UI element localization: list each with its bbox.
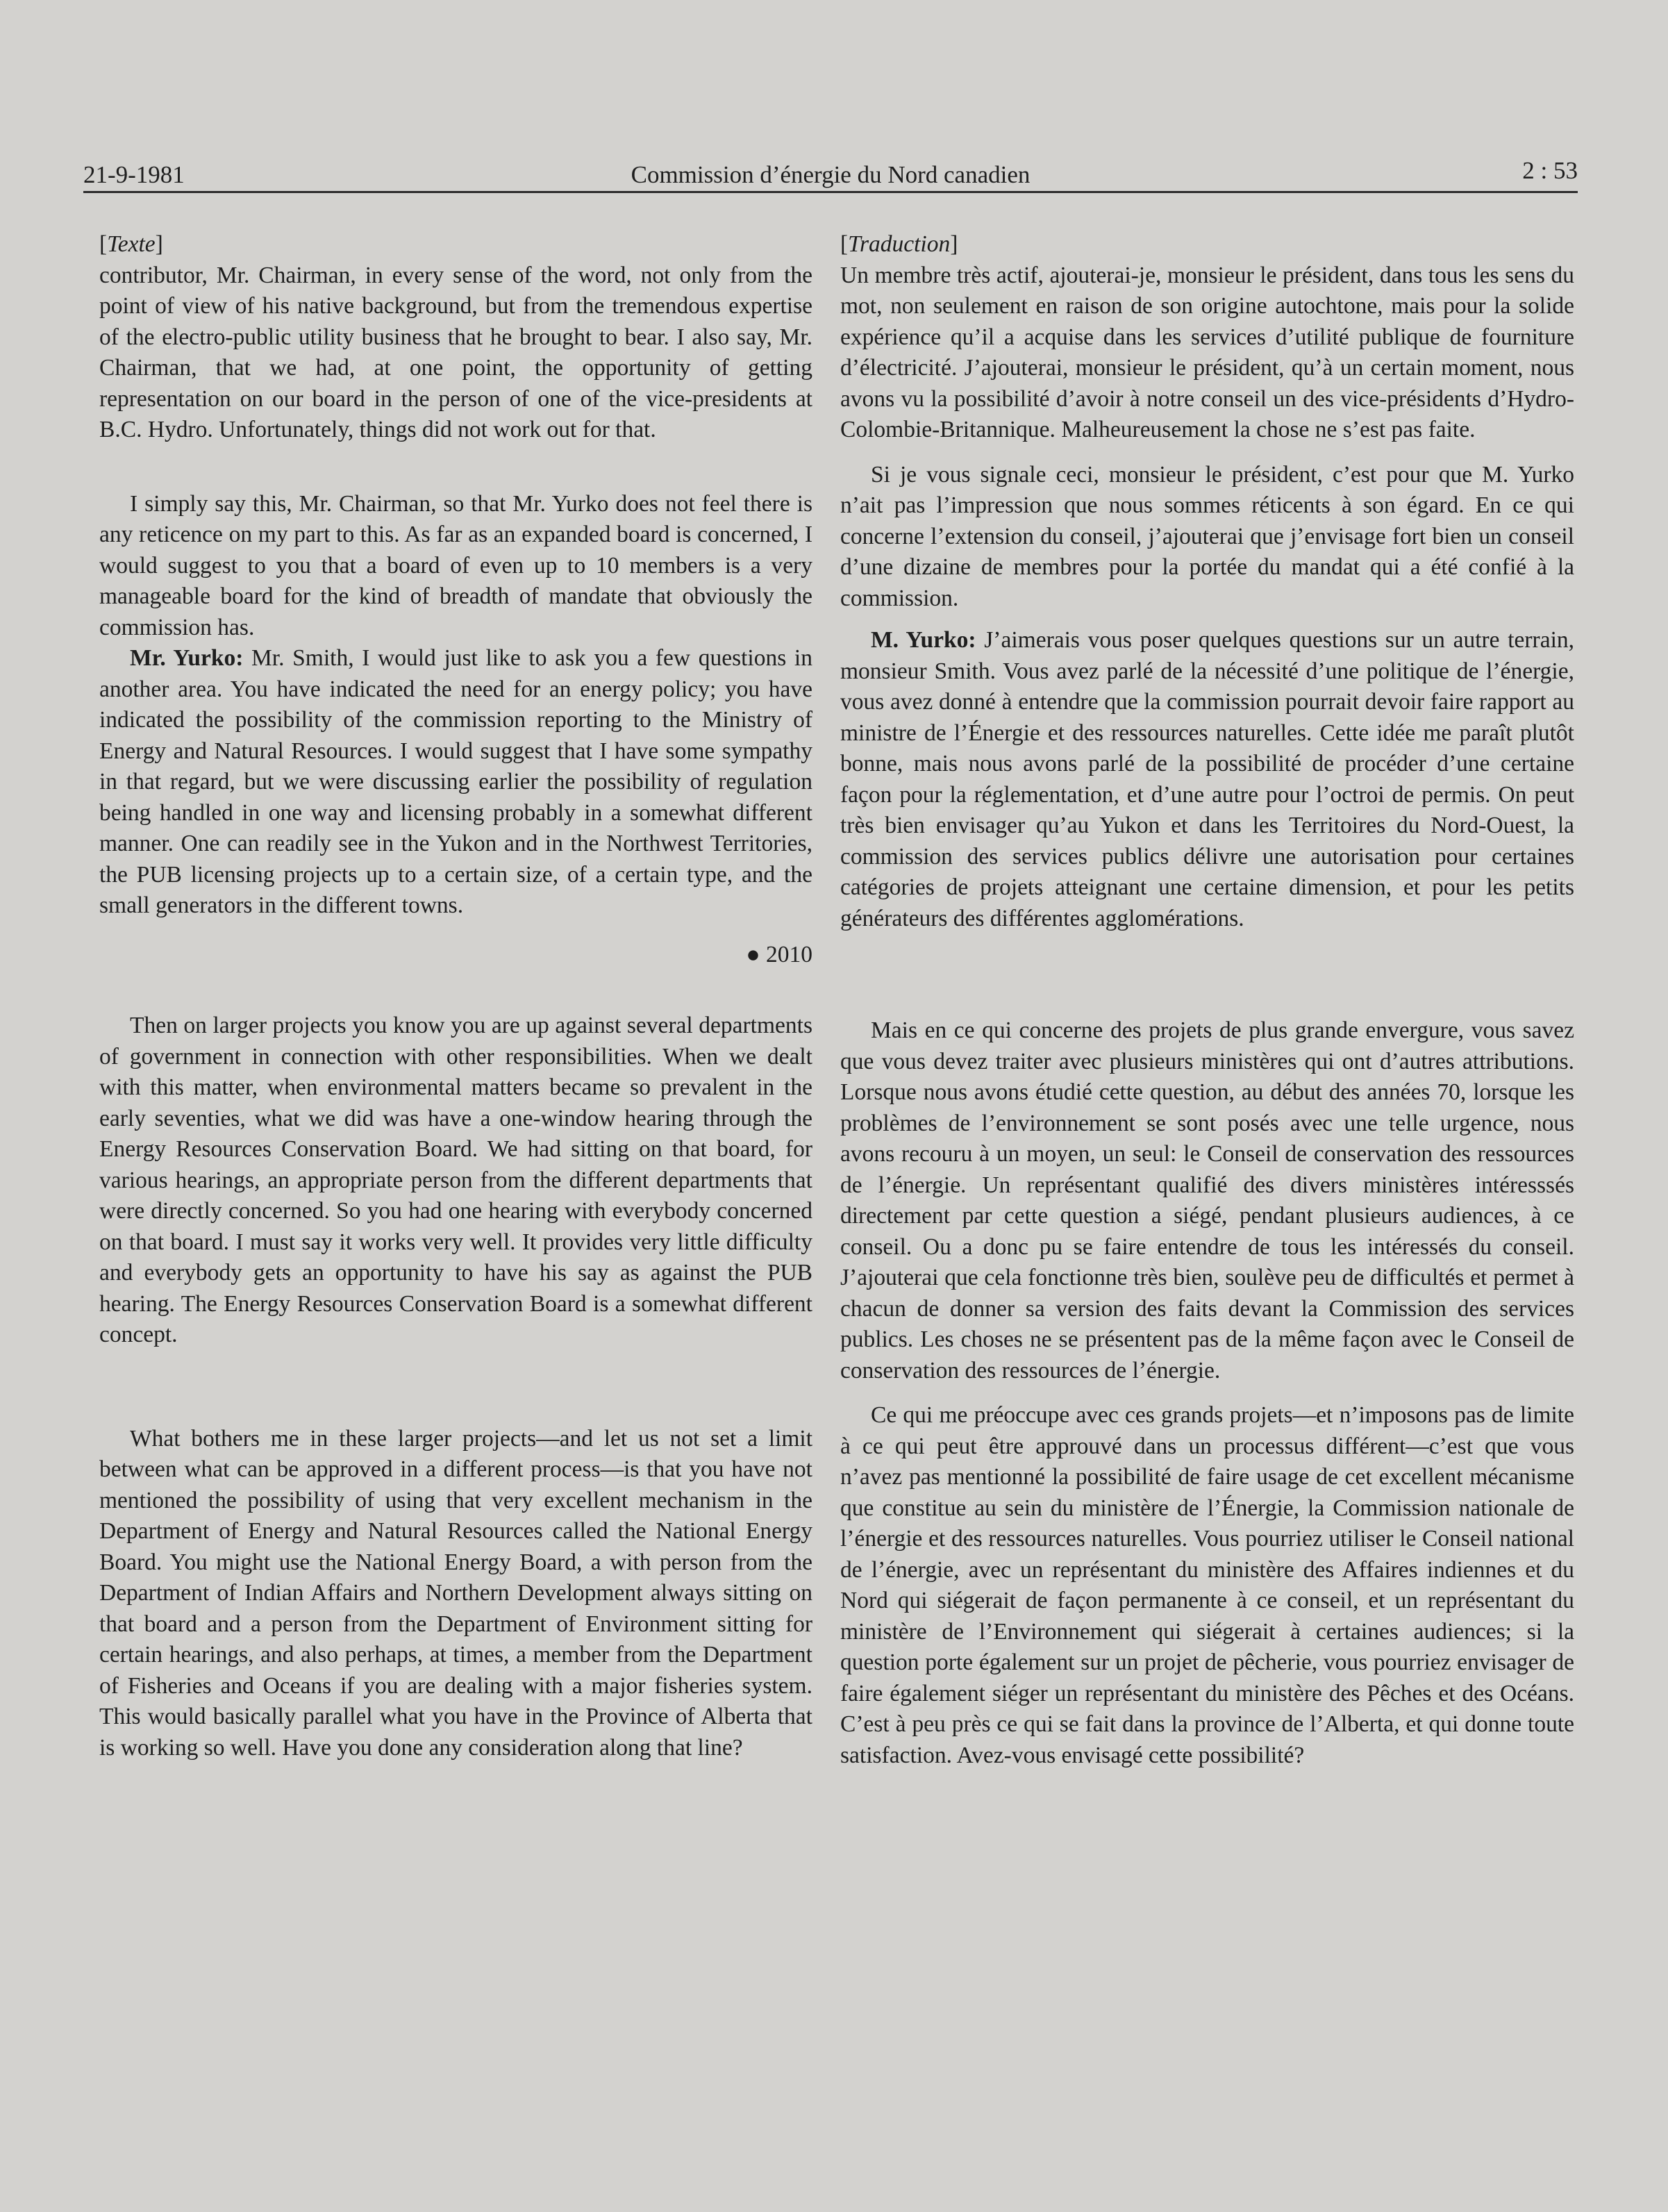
- english-label: [Texte]: [99, 231, 163, 257]
- french-paragraph-3-text: J’aimerais vous poser quelques questions sur un autre terrain, monsieur Smith. Vous avez parlé de la nécessité d’une politique de l’énergie, vous avez donné à entendre que la commission pourrait devoir faire rapport au ministre de l’Énergie et des ressources naturelles. Cette idée me paraît plutôt bonne, mais nous avons parlé de la possibilité de procéder d’une certaine façon pour la réglementation, et d’une autre pour l’octroi de permis. On peut très bien envisager qu’au Yukon et dans les Territoires du Nord-Ouest, la commission des services publics délivre une autorisation pour certaines catégories de projets atteignant une certaine dimension, et pour les petits générateurs des différentes agglomérations.: [840, 627, 1575, 931]
- english-label-text: Texte: [107, 231, 156, 257]
- time-marker: ● 2010: [746, 941, 812, 967]
- english-speaker: Mr. Yurko:: [130, 645, 244, 671]
- english-paragraph-5: What bothers me in these larger projects—and let us not set a limit between what can be approved in a different process—is that you have not mentioned the possibility of using that very excellent mechanism in the Department of Energy and Natural Resources called the National Energy Board. You might use the National Energy Board, a with person from the Department of Indian Affairs and Northern Development always sitting on that board and a person from the Department of Environment sitting for certain hearings, and also perhaps, at times, a member from the Department of Fisheries and Oceans if you are dealing with a major fisheries system. This would basically parallel what you have in the Province of Alberta that is working so well. Have you done any consideration along that line?: [99, 1425, 812, 1761]
- page-header: [83, 154, 1578, 193]
- french-paragraph-3: [840, 625, 1574, 934]
- french-speaker: M. Yurko:: [871, 627, 976, 653]
- english-paragraph-3: [99, 643, 812, 922]
- header-rule: [83, 191, 1578, 193]
- header-page-number: 2 : 53: [1522, 157, 1578, 184]
- french-paragraph-4: Mais en ce qui concerne des projets de plus grande envergure, vous savez que vous devez traiter avec plusieurs ministères qui ont d’autres attributions. Lorsque nous avons étudié cette question, au début des années 70, lorsque les problèmes de l’environnement se sont posés avec une telle urgence, nous avons recouru à un moyen, un seul: le Conseil de conservation des ressources de l’énergie. Un représentant qualifié des divers ministères intéresssés directement par cette question a siégé, pendant plusieurs audiences, à ce conseil. Ou a donc pu se faire entendre de tous les intéressés du conseil. J’ajouterai que cela fonctionne très bien, soulève peu de difficultés et permet à chacun de donner sa version des faits devant la Commission des services publics. Les choses ne se présentent pas de la même façon avec le Conseil de conservation des ressources de l’énergie.: [840, 1017, 1574, 1383]
- english-column: [99, 229, 812, 1763]
- french-paragraph-2: Si je vous signale ceci, monsieur le président, c’est pour que M. Yurko n’ait pas l’impression que nous sommes réticents à son égard. En ce qui concerne l’extension du conseil, j’ajouterai que j’envisage fort bien un conseil d’une dizaine de membres pour la portée du mandat qui a été confié à la commission.: [840, 461, 1574, 611]
- english-paragraph-4: Then on larger projects you know you are up against several departments of government in connection with other responsibilities. When we dealt with this matter, when environmental matters became so prevalent in the early seventies, what we did was have a one-window hearing through the Energy Resources Conservation Board. We had sitting on that board, for various hearings, an appropriate person from the different departments that were directly concerned. So you had one hearing with everybody concerned on that board. I must say it works very well. It provides very little difficulty and everybody gets an opportunity to have his say as against the PUB hearing. The Energy Resources Conservation Board is a somewhat different concept.: [99, 1013, 812, 1347]
- header-title: Commission d’énergie du Nord canadien: [631, 161, 1031, 188]
- french-paragraph-5: Ce qui me préoccupe avec ces grands projets—et n’imposons pas de limite à ce qui peut être approuvé dans un processus différent—c’est que vous n’avez pas mentionné la possibilité de faire usage de cet excellent mécanisme que constitue au sein du ministère de l’Énergie, la Commission nationale de l’énergie et des ressources naturelles. Vous pourriez utiliser le Conseil national de l’énergie, avec un représentant du ministère des Affaires indiennes et du Nord qui siégerait de façon permanente à ce conseil, et un représentant du ministère de l’Environnement qui siégerait à certaines audiences; si la question porte également sur un projet de pêcherie, vous pourriez envisager de faire également siéger un représentant du ministère des Pêches et des Océans. C’est à peu près ce qui se fait dans la province de l’Alberta, et qui donne toute satisfaction. Avez-vous envisagé cette possibilité?: [840, 1402, 1574, 1768]
- header-date: 21-9-1981: [83, 161, 185, 188]
- english-paragraph-3-text: Mr. Smith, I would just like to ask you a few questions in another area. You have indicated the need for an energy policy; you have indicated the possibility of the commission reporting to the Ministry of Energy and Natural Resources. I would suggest that I have some sympathy in that regard, but we were discussing earlier the possibility of regulation being handled in one way and licensing probably in a somewhat different manner. One can readily see in the Yukon and in the Northwest Territories, the PUB licensing projects up to a certain size, of a certain type, and the small generators in the different towns.: [99, 645, 812, 918]
- english-paragraph-1: contributor, Mr. Chairman, in every sense of the word, not only from the point of view of his native background, but from the tremendous expertise of the electro-public utility business that he brought to bear. I also say, Mr. Chairman, that we had, at one point, the opportunity of getting representation on our board in the person of one of the vice-presidents at B.C. Hydro. Unfortunately, things did not work out for that.: [99, 262, 812, 442]
- french-label: [Traduction]: [840, 231, 958, 257]
- english-paragraph-2: I simply say this, Mr. Chairman, so that Mr. Yurko does not feel there is any reticence on my part to this. As far as an expanded board is concerned, I would suggest to you that a board of even up to 10 members is a very manageable board for the kind of breadth of mandate that obviously the commission has.: [99, 490, 812, 640]
- french-label-text: Traduction: [848, 231, 951, 257]
- french-column: [840, 229, 1574, 1771]
- french-paragraph-1: Un membre très actif, ajouterai-je, monsieur le président, dans tous les sens du mot, non seulement en raison de son origine autochtone, mais pour la solide expérience qu’il a acquise dans les services d’utilité publique de fourniture d’électricité. J’ajouterai, monsieur le président, qu’à un certain moment, nous avons vu la possibilité d’avoir à notre conseil un des vice-présidents d’Hydro-Colombie-Britannique. Malheureusement la chose ne s’est pas faite.: [840, 262, 1574, 442]
